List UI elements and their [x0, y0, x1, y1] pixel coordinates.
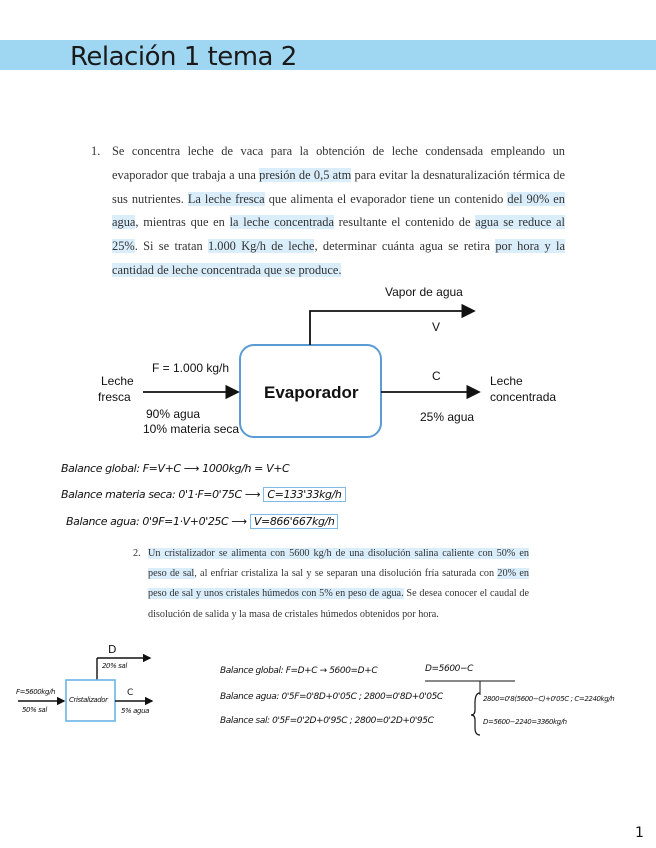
inlet-label-2: fresca	[98, 390, 131, 404]
sketch-d-label: D	[108, 643, 117, 656]
solution2-c-result: 2800=0'8(5600−C)+0'05C ; C=2240kg/h	[483, 695, 615, 703]
feed-flow-label: F = 1.000 kg/h	[152, 361, 230, 375]
problem1-segment: presión de 0,5 atm	[259, 167, 352, 182]
problem1-segment: por hora y la cantidad de leche concentrada que se produce.	[112, 239, 565, 277]
solution1-global-balance: Balance global: F=V+C ⟶ 1000kg/h = V+C	[61, 462, 290, 475]
system-brace	[471, 693, 480, 735]
problem1-segment: Se concentra leche de vaca para la obtención de leche condensada empleando un evaporador que trabaja a una	[112, 144, 565, 182]
problem1-segment: para evitar la desnaturalización térmica de sus nutrientes.	[112, 167, 565, 206]
outlet-label-2: concentrada	[490, 390, 557, 404]
problem1-segment: que alimenta el evaporador tiene un contenido	[264, 191, 508, 206]
inlet-comp-2: 10% materia seca	[143, 422, 240, 436]
solution2-d-expression: D=5600−C	[425, 664, 474, 674]
problem1-segment: la leche concentrada	[229, 215, 334, 230]
c-label: C	[432, 369, 441, 383]
problem1-segment: agua se reduce al 25%	[112, 215, 565, 254]
problem-2	[133, 544, 529, 625]
page-number: 1	[635, 825, 644, 841]
sketch-c-label: C	[127, 688, 133, 698]
problem1-segment: del 90% en agua	[112, 191, 565, 230]
problem1-segment: . Si se tratan	[134, 239, 208, 254]
solution2-water-balance: Balance agua: 0'5F=0'8D+0'05C ; 2800=0'8D+0'05C	[220, 692, 443, 702]
inlet-label-1: Leche	[101, 374, 134, 388]
sketch-c-comp: 5% agua	[121, 707, 149, 715]
solution1-water-balance: Balance agua: 0'9F=1·V+0'25C ⟶ V=866'667kg/h	[66, 515, 338, 528]
outlet-comp: 25% agua	[420, 410, 475, 424]
problem2-segment: Se desea conocer el caudal de disolución de salida y la masa de cristales húmedos obtenidos por hora.	[148, 588, 529, 620]
sketch-feed-comp: 50% sal	[22, 706, 47, 714]
page-title: Relación 1 tema 2	[70, 42, 297, 72]
solution2-d-result: D=5600−2240=3360kg/h	[483, 718, 567, 726]
problem-1-number: 1.	[91, 144, 101, 158]
v-label: V	[432, 320, 441, 334]
problem2-segment: , al enfriar cristaliza la sal y se separan una disolución fría saturada con	[194, 568, 498, 580]
vapor-arrow	[310, 311, 474, 345]
solution1-dry-balance: Balance materia seca: 0'1·F=0'75C ⟶ C=133'33kg/h	[61, 488, 346, 501]
solution2-salt-balance: Balance sal: 0'5F=0'2D+0'95C ; 2800=0'2D+0'95C	[220, 716, 434, 726]
problem2-segment: 20% en peso de sal y unos cristales húmedos con 5% en peso de agua.	[148, 568, 529, 600]
result-v-box: V=866'667kg/h	[250, 514, 339, 529]
sketch-box-label: Cristalizador	[69, 696, 108, 704]
problem1-segment: resultante el contenido de	[333, 215, 476, 230]
sketch-d-comp: 20% sal	[102, 662, 127, 670]
outlet-label-1: Leche	[490, 374, 523, 388]
problem2-segment: Un cristalizador se alimenta con 5600 kg/h de una disolución salina caliente con 50% en peso de sal	[148, 548, 529, 580]
evaporator-label: Evaporador	[264, 383, 359, 402]
problem1-segment: , determinar cuánta agua se retira	[314, 239, 496, 254]
problem-2-text	[133, 544, 529, 625]
problem1-segment: , mientras que en	[135, 215, 230, 230]
result-c-box: C=133'33kg/h	[263, 487, 345, 502]
solution2-global-balance: Balance global: F=D+C → 5600=D+C	[220, 666, 378, 676]
inlet-comp-1: 90% agua	[146, 407, 201, 421]
problem-2-number: 2.	[133, 548, 141, 559]
sketch-feed-label: F=5600kg/h	[16, 688, 55, 696]
vapor-label: Vapor de agua	[385, 285, 463, 299]
problem1-segment: 1.000 Kg/h de leche	[207, 239, 315, 254]
problem1-segment: La leche fresca	[187, 191, 265, 206]
